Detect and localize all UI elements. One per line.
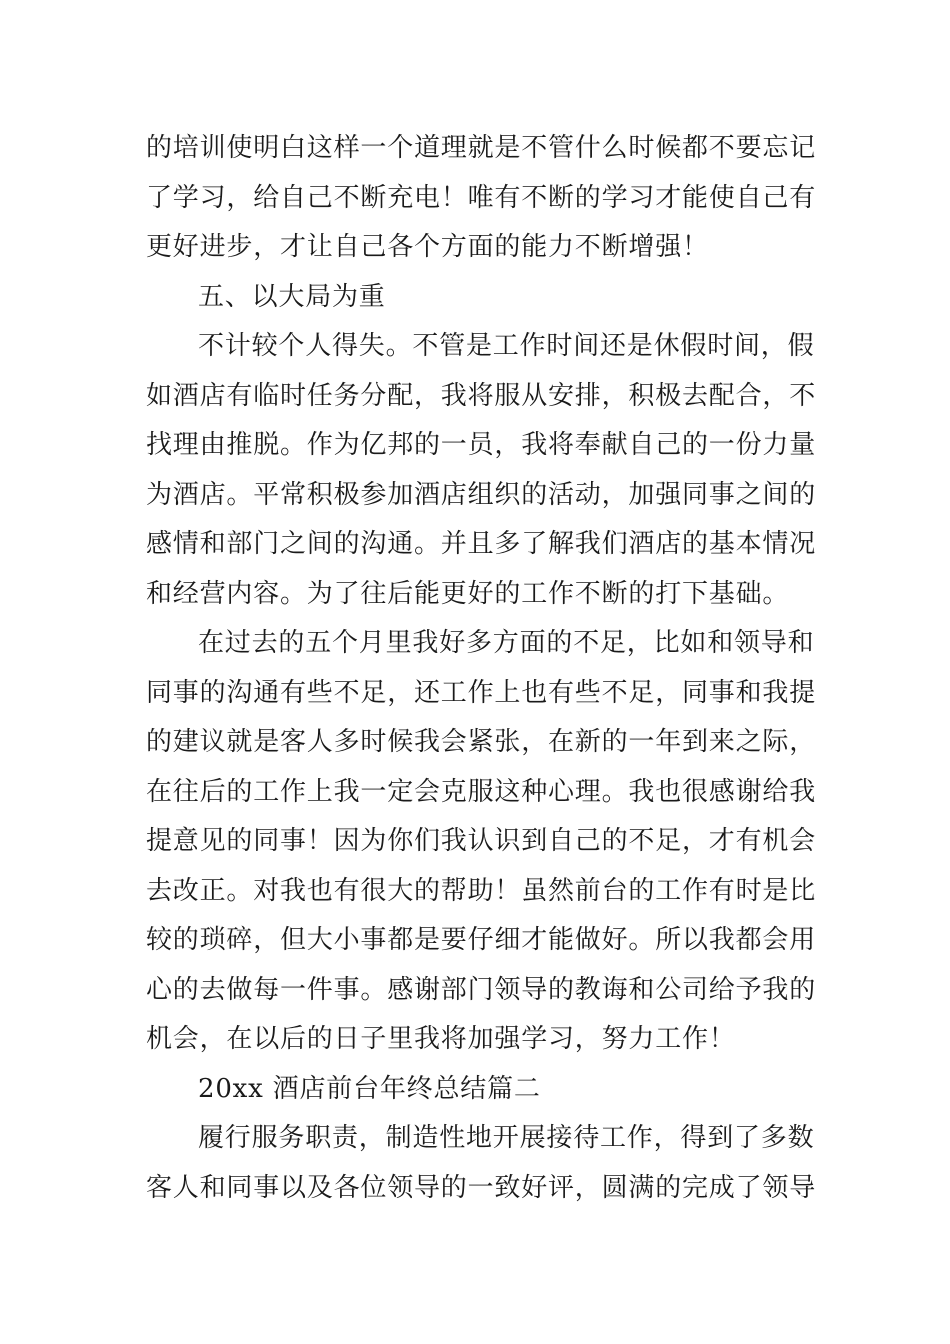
text-line: 客人和同事以及各位领导的一致好评，圆满的完成了领导	[146, 1172, 817, 1203]
text-line: 去改正。对我也有很大的帮助！虽然前台的工作有时是比	[146, 875, 817, 906]
text-line: 的培训使明白这样一个道理就是不管什么时候都不要忘记	[146, 133, 817, 163]
text-line: 提意见的同事！因为你们我认识到自己的不足，才有机会	[146, 826, 817, 856]
text-line: 和经营内容。为了往后能更好的工作不断的打下基础。	[146, 578, 790, 609]
text-line: 找理由推脱。作为亿邦的一员，我将奉献自己的一份力量	[146, 430, 817, 460]
text-line: 同事的沟通有些不足，还工作上也有些不足，同事和我提	[146, 677, 817, 708]
text-line: 在过去的五个月里我好多方面的不足，比如和领导和	[198, 628, 815, 658]
section-heading: 五、以大局为重	[198, 281, 386, 312]
document-body	[146, 124, 817, 1213]
text-line: 更好进步，才让自己各个方面的能力不断增强！	[146, 232, 709, 262]
text-line: 履行服务职责，制造性地开展接待工作，得到了多数	[198, 1123, 815, 1153]
paragraph-shortcomings	[146, 619, 817, 1065]
paragraph-continuation	[146, 124, 817, 273]
paragraph-overall-interest	[146, 322, 817, 619]
paragraph-service-duties	[146, 1114, 817, 1213]
article-title: 20xx 酒店前台年终总结篇二	[198, 1073, 541, 1104]
text-line: 了学习，给自己不断充电！唯有不断的学习才能使自己有	[146, 182, 817, 213]
text-line: 感情和部门之间的沟通。并且多了解我们酒店的基本情况	[146, 529, 817, 559]
text-line: 心的去做每一件事。感谢部门领导的教诲和公司给予我的	[146, 974, 817, 1005]
text-line: 较的琐碎，但大小事都是要仔细才能做好。所以我都会用	[146, 925, 817, 955]
article-title-part-two	[146, 1065, 808, 1115]
section-heading-five	[146, 273, 808, 323]
text-line: 不计较个人得失。不管是工作时间还是休假时间，假	[198, 331, 815, 361]
text-line: 的建议就是客人多时候我会紧张，在新的一年到来之际，	[146, 727, 817, 757]
text-line: 如酒店有临时任务分配，我将服从安排，积极去配合，不	[146, 380, 817, 411]
text-line: 为酒店。平常积极参加酒店组织的活动，加强同事之间的	[146, 479, 817, 510]
text-line: 在往后的工作上我一定会克服这种心理。我也很感谢给我	[146, 776, 817, 807]
text-line: 机会，在以后的日子里我将加强学习，努力工作！	[146, 1024, 736, 1054]
